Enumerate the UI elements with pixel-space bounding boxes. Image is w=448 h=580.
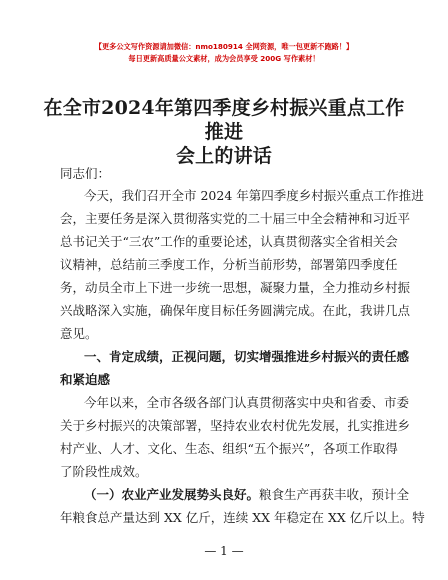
title-line-2: 会上的讲话 — [175, 145, 272, 167]
subsection-heading: （一）农业产业发展势头良好。 — [84, 487, 260, 502]
paragraph-line: 总书记关于“三农”工作的重要论述，认真贯彻落实全省相关会 — [60, 234, 398, 249]
paragraph-line: 会，主要任务是深入贯彻落实党的二十届三中全会精神和习近平 — [60, 211, 411, 226]
paragraph-line: 意见。 — [60, 326, 98, 341]
paragraph-line: 务，动员全市上下进一步统一思想，凝聚力量，全力推动乡村振 — [60, 280, 411, 295]
paragraph-line: 今天，我们召开全市 2024 年第四季度乡村振兴重点工作推进 — [84, 188, 424, 203]
salutation: 同志们： — [60, 166, 111, 181]
document-title — [40, 96, 408, 168]
title-line-1: 在全市2024年第四季度乡村振兴重点工作推进 — [43, 97, 405, 143]
paragraph-line: 今年以来，全市各级各部门认真贯彻落实中央和省委、市委 — [84, 395, 410, 410]
paragraph-line: 兴战略深入实施，确保年度目标任务圆满完成。在此，我讲几点 — [60, 303, 411, 318]
subsection-line — [84, 485, 410, 503]
page-number: — 1 — — [204, 544, 244, 558]
paragraph-line: 了阶段性成效。 — [60, 464, 148, 479]
paragraph-line: 关于乡村振兴的决策部署，坚持农业农村优先发展，扎实推进乡 — [60, 418, 411, 433]
paragraph-line: 年粮食总产量达到 XX 亿斤，连续 XX 年稳定在 XX 亿斤以上。特 — [60, 510, 425, 525]
promo-banner-line-1: 【更多公文写作资源请加微信：nmo180914 全网资源，唯一包更新不跑路！】 — [94, 42, 354, 51]
section-heading-continued: 和紧迫感 — [60, 372, 111, 387]
promo-banner-line-2: 每日更新高质量公文素材，成为会员享受 200G 写作素材！ — [128, 54, 320, 63]
paragraph-line: 议精神，总结前三季度工作，分析当前形势，部署第四季度任 — [60, 257, 398, 272]
section-heading: 一、肯定成绩，正视问题，切实增强推进乡村振兴的责任感 — [84, 349, 410, 364]
paragraph-line: 村产业、人才、文化、生态、组织“五个振兴”，各项工作取得 — [60, 441, 398, 456]
subsection-text: 粮食生产再获丰收，预计全 — [259, 487, 410, 502]
